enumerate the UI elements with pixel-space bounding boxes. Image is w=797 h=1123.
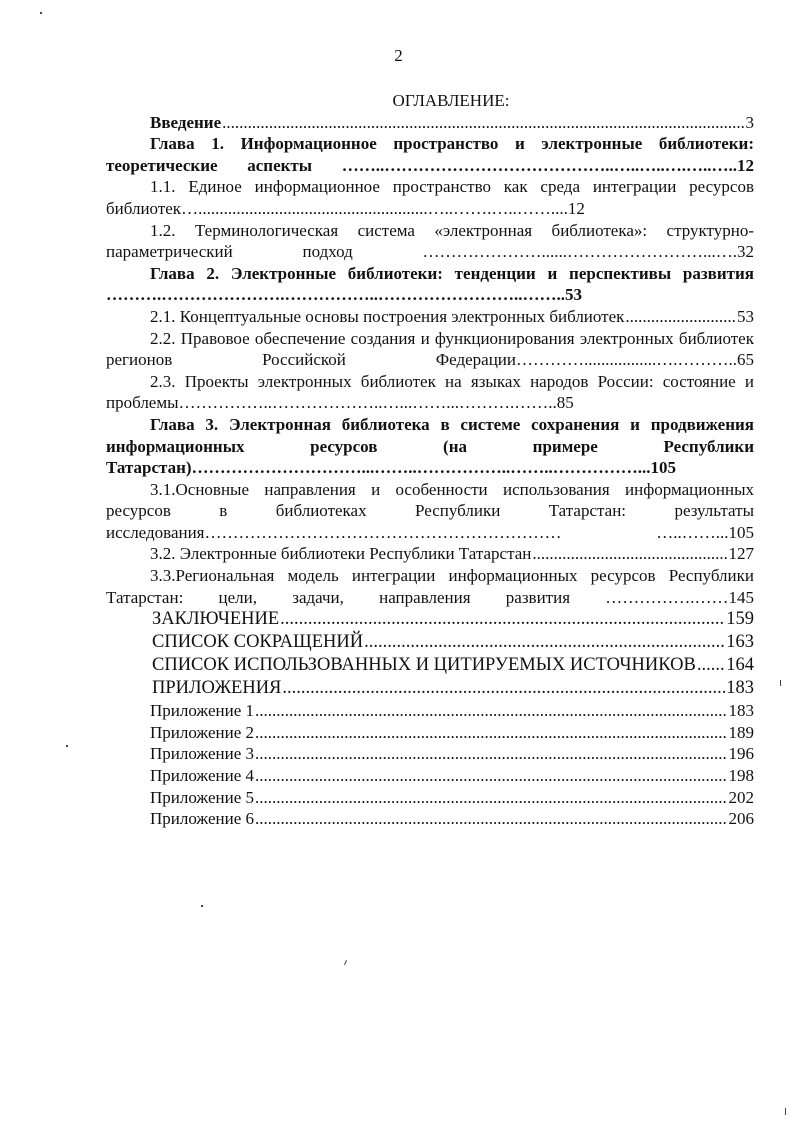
dot-leader [282, 677, 725, 700]
dot-leader [255, 765, 728, 787]
toc-entry-abbreviations[interactable] [106, 631, 754, 654]
toc-entry-section-2-1[interactable] [106, 306, 754, 328]
dot-leader [255, 743, 728, 765]
toc-entry-section-3-1[interactable]: 3.1.Основные направления и особенности использования информационных ресурсов в библиотеках Республики Татарстан: результаты исследования……………………………………………………… …..……...105 [106, 479, 754, 542]
entry-page: 202 [728, 787, 754, 807]
scan-speck [344, 960, 347, 965]
toc-entry-section-1-1[interactable]: 1.1. Единое информационное пространство как среда интеграции ресурсов библиотек…......................................................…..…….…..……....12 [106, 177, 754, 218]
toc-heading: ОГЛАВЛЕНИЕ: [392, 91, 510, 110]
toc-entry-sources[interactable] [106, 654, 754, 677]
toc-entry-chapter-3[interactable]: Глава 3. Электронная библиотека в системе сохранения и продвижения информационных ресурсов (на примере Республики Татарстан)…………………………...……..……………..……..……………...105 [106, 414, 754, 478]
entry-page: 164 [726, 655, 754, 676]
entry-title: Введение [150, 112, 222, 132]
dot-leader [255, 787, 728, 809]
toc-entry-appendix-5[interactable] [106, 787, 754, 809]
toc-entry-section-3-2[interactable] [106, 543, 754, 565]
dot-leader [532, 543, 727, 565]
table-of-contents [106, 90, 754, 830]
dot-leader [255, 722, 728, 744]
toc-entry-appendix-3[interactable] [106, 743, 754, 765]
entry-page: 127 [728, 544, 754, 564]
entry-title: Приложение 4 [150, 766, 254, 786]
dot-leader [364, 631, 725, 654]
entry-page: 196 [728, 744, 754, 764]
entry-title: Приложение 2 [150, 722, 254, 742]
scan-speck [40, 12, 42, 14]
entry-page: 163 [726, 632, 754, 653]
toc-entry-chapter-1[interactable]: Глава 1. Информационное пространство и электронные библиотеки: теоретические аспекты ……..…………………………………..…..…..….…..…..12 [106, 134, 754, 175]
entry-title: Приложение 1 [150, 701, 254, 721]
dot-leader [255, 700, 728, 722]
toc-entry-appendix-6[interactable] [106, 808, 754, 830]
entry-title: ЗАКЛЮЧЕНИЕ [152, 609, 280, 630]
toc-entry-section-2-2[interactable]: 2.2. Правовое обеспечение создания и функционирования электронных библиотек регионов Российской Федерации………….................….………..65 [106, 328, 754, 370]
dot-leader [697, 654, 725, 677]
entry-title: СПИСОК СОКРАЩЕНИЙ [152, 632, 364, 653]
entry-page: 198 [728, 766, 754, 786]
entry-title: Приложение 6 [150, 809, 254, 829]
toc-entry-section-1-2[interactable]: 1.2. Терминологическая система «электронная библиотека»: структурно-параметрический подход …………………......……………………...….32 [106, 220, 754, 262]
toc-entry-chapter-2[interactable]: Глава 2. Электронные библиотеки: тенденции и перспективы развития ……….………………….……………..……………………..……..53 [106, 263, 754, 305]
entry-title: 3.2. Электронные библиотеки Республики Татарстан [150, 544, 532, 564]
entry-title: ПРИЛОЖЕНИЯ [152, 678, 282, 699]
entry-page: 183 [726, 678, 754, 699]
toc-entry-appendix-2[interactable] [106, 722, 754, 744]
entry-page: 183 [728, 701, 754, 721]
scan-speck [785, 1108, 786, 1115]
toc-entry-appendix-1[interactable] [106, 700, 754, 722]
entry-page: 206 [728, 809, 754, 829]
toc-entry-section-3-3[interactable]: 3.3.Региональная модель интеграции информационных ресурсов Республики Татарстан: цели, задачи, направления развития …………….……145 [106, 566, 754, 607]
entry-title: 2.1. Концептуальные основы построения электронных библиотек [150, 306, 625, 326]
toc-entry-appendices[interactable] [106, 677, 754, 700]
scan-speck [780, 680, 781, 686]
entry-title: Приложение 5 [150, 787, 254, 807]
dot-leader [280, 608, 725, 631]
scan-speck [66, 745, 68, 747]
entry-page: 159 [726, 609, 754, 630]
page-number: 2 [394, 46, 403, 65]
entry-page: 3 [745, 112, 754, 132]
entry-title: СПИСОК ИСПОЛЬЗОВАННЫХ И ЦИТИРУЕМЫХ ИСТОЧНИКОВ [152, 655, 696, 676]
scan-speck [201, 905, 203, 907]
toc-entry-appendix-4[interactable] [106, 765, 754, 787]
dot-leader [625, 306, 736, 328]
toc-entry-introduction[interactable] [106, 112, 754, 134]
dot-leader [255, 808, 728, 830]
entry-page: 189 [728, 722, 754, 742]
toc-entry-conclusion[interactable] [106, 608, 754, 631]
dot-leader [222, 112, 744, 134]
entry-title: Приложение 3 [150, 744, 254, 764]
entry-page: 53 [737, 306, 754, 326]
toc-entry-section-2-3[interactable]: 2.3. Проекты электронных библиотек на языках народов России: состояние и проблемы……………..………………..…...……...……….……..85 [106, 371, 754, 413]
